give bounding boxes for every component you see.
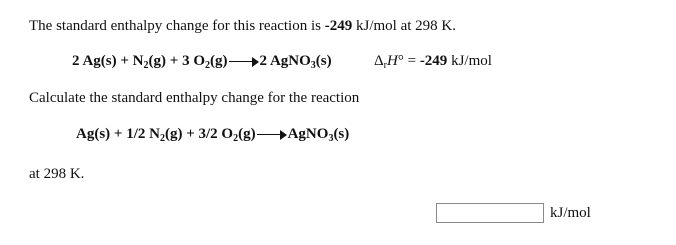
answer-input[interactable] — [436, 203, 544, 223]
coef-agno3: 2 — [259, 53, 270, 69]
plus-sign: + — [166, 53, 183, 69]
answer-unit-label: kJ/mol — [550, 205, 591, 221]
equals-sign: = — [403, 53, 420, 69]
delta-subscript: r — [383, 60, 387, 71]
standard-state-symbol: ° — [397, 53, 404, 69]
instruction-text: Calculate the standard enthalpy change for the reaction — [29, 90, 360, 106]
reactants-part: Ag(s) + 1/2 N — [76, 126, 160, 142]
coef-ag: 2 — [72, 53, 83, 69]
subscript: 2 — [233, 133, 239, 144]
delta-h-value: -249 — [419, 53, 448, 69]
state-label: (g) — [148, 53, 167, 69]
subscript: 2 — [159, 133, 165, 144]
state-label: (s) — [333, 126, 350, 142]
intro-text-end: kJ/mol at 298 K. — [352, 18, 456, 34]
reaction-arrow-icon — [257, 130, 287, 140]
delta-symbol: Δ — [374, 53, 384, 69]
reaction-arrow-icon — [229, 57, 259, 67]
state-label: (g) — [210, 53, 228, 69]
subscript: 2 — [205, 60, 210, 71]
state-label: (s) — [315, 53, 332, 69]
delta-h-given — [374, 53, 492, 70]
product-agno3: AgNO — [269, 53, 311, 69]
enthalpy-symbol: H — [387, 53, 398, 69]
plus-sign: + — [116, 53, 133, 69]
state-label: (g) — [238, 126, 256, 142]
given-reaction-equation — [72, 53, 332, 70]
temperature-text: at 298 K. — [29, 166, 85, 182]
subscript: 3 — [328, 133, 334, 144]
intro-text: The standard enthalpy change for this reaction is — [29, 18, 325, 34]
target-reaction-equation — [76, 126, 349, 143]
reactants-part: (g) + 3/2 O — [164, 126, 234, 142]
subscript: 2 — [143, 60, 149, 71]
product-agno3: AgNO — [287, 126, 329, 142]
subscript: 3 — [310, 60, 316, 71]
reactant-o2: O — [193, 53, 205, 69]
given-enthalpy-value: -249 — [324, 18, 353, 34]
problem-statement — [29, 18, 456, 35]
reactant-ag: Ag(s) — [82, 53, 117, 69]
coef-o2: 3 — [182, 53, 194, 69]
delta-h-unit: kJ/mol — [447, 53, 492, 69]
reactant-n2: N — [132, 53, 144, 69]
